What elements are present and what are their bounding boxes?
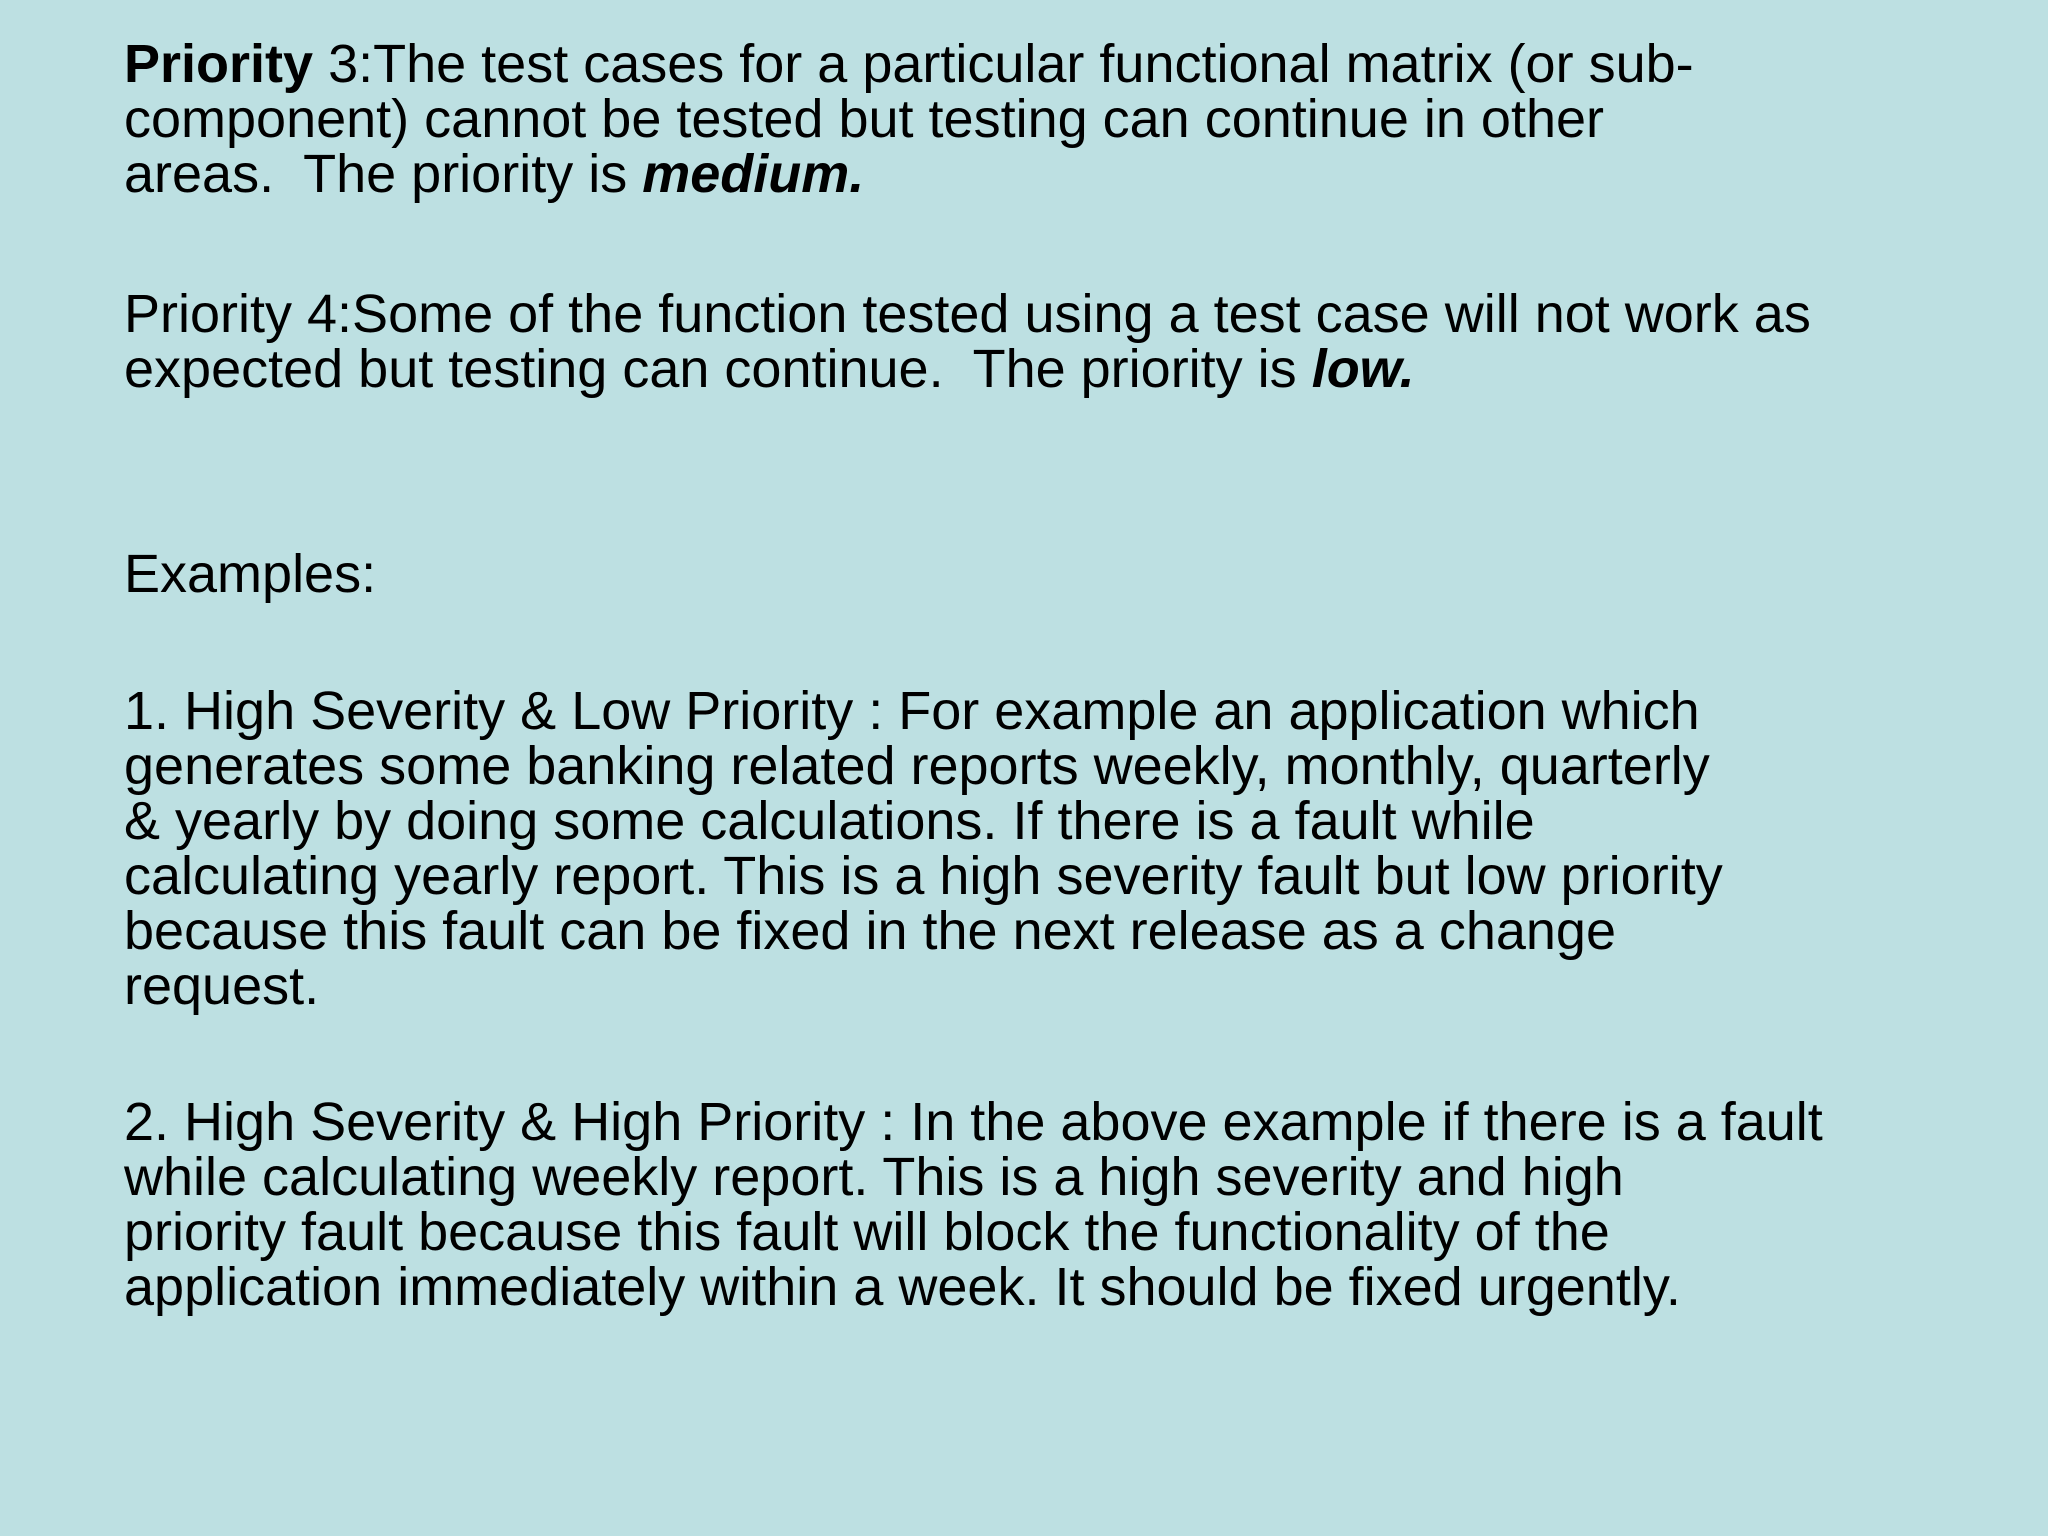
priority-3-line-2: component) cannot be tested but testing can continue in other <box>124 89 1604 149</box>
examples-heading <box>124 544 2048 604</box>
priority-3-line-3: areas. The priority is <box>124 144 643 204</box>
example-2-line-1: 2. High Severity & High Priority : In the above example if there is a fault <box>124 1092 1823 1152</box>
priority-4-line-1: Priority 4:Some of the function tested using a test case will not work as <box>124 284 1811 344</box>
example-1-line-2: generates some banking related reports weekly, monthly, quarterly <box>124 736 1710 796</box>
example-1-line-4: calculating yearly report. This is a high severity fault but low priority <box>124 846 1723 906</box>
example-2-paragraph <box>124 1092 2048 1317</box>
example-1-paragraph <box>124 681 2048 1016</box>
example-1-line-6: request. <box>124 956 320 1016</box>
example-2-line-3: priority fault because this fault will block the functionality of the <box>124 1202 1610 1262</box>
priority-4-paragraph <box>124 284 2048 399</box>
example-1-line-1: 1. High Severity & Low Priority : For example an application which <box>124 681 1700 741</box>
example-1-line-5: because this fault can be fixed in the next release as a change <box>124 901 1616 961</box>
priority-4-emphasis: low. <box>1311 339 1415 399</box>
priority-3-paragraph <box>124 34 2048 204</box>
examples-heading-text: Examples: <box>124 544 377 604</box>
priority-4-line-2: expected but testing can continue. The priority is <box>124 339 1312 399</box>
example-2-line-4: application immediately within a week. It should be fixed urgently. <box>124 1257 1681 1317</box>
example-1-line-3: & yearly by doing some calculations. If there is a fault while <box>124 791 1535 851</box>
example-2-line-2: while calculating weekly report. This is a high severity and high <box>124 1147 1624 1207</box>
priority-3-lead: Priority <box>124 34 314 94</box>
priority-3-emphasis: medium. <box>642 144 865 204</box>
priority-3-line-1: 3:The test cases for a particular functional matrix (or sub- <box>313 34 1694 94</box>
